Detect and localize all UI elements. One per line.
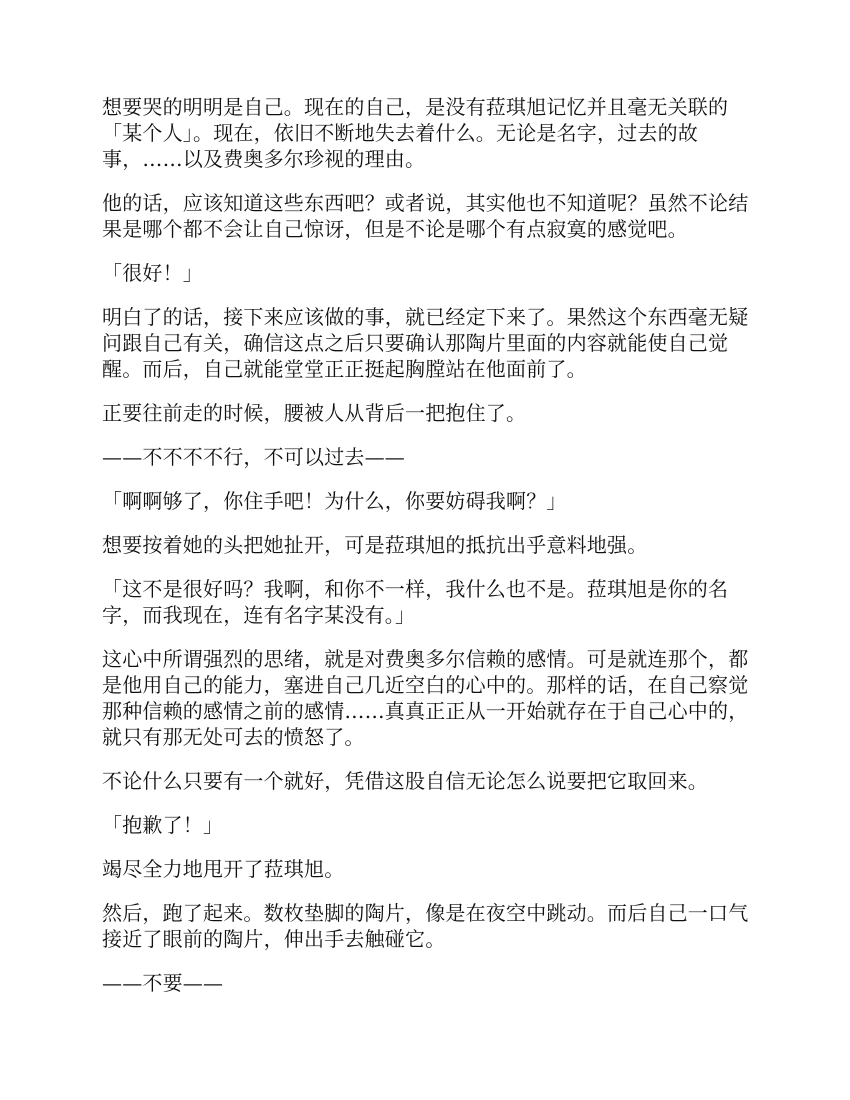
paragraph-14: 然后，跑了起来。数枚垫脚的陶片，像是在夜空中跳动。而后自己一口气接近了眼前的陶片，伸出手去触碰它。	[102, 901, 749, 951]
paragraph-7: 「啊啊够了，你住手吧！为什么，你要妨碍我啊？」	[102, 489, 567, 513]
paragraph-1: 想要哭的明明是自己。现在的自己，是没有菈琪旭记忆并且毫无关联的「某个人」。现在，依旧不断地失去着什么。无论是名字，过去的故事，……以及费奥多尔珍视的理由。	[102, 95, 729, 171]
document-page	[102, 94, 762, 1014]
paragraph-12: 「抱歉了！」	[102, 813, 224, 837]
paragraph-6: ——不不不不行，不可以过去——	[102, 445, 405, 469]
paragraph-4: 明白了的话，接下来应该做的事，就已经定下来了。果然这个东西毫无疑问跟自己有关，确信这点之后只要确认那陶片里面的内容就能使自己觉醒。而后，自己就能堂堂正正挺起胸膛站在他面前了。	[102, 305, 749, 381]
paragraph-11: 不论什么只要有一个就好，凭借这股自信无论怎么说要把它取回来。	[102, 769, 708, 793]
paragraph-10: 这心中所谓强烈的思绪，就是对费奥多尔信赖的感情。可是就连那个，都是他用自己的能力，塞进自己几近空白的心中的。那样的话，在自己察觉那种信赖的感情之前的感情……真真正正从一开始就存在于自己心中的，就只有那无处可去的愤怒了。	[102, 647, 749, 749]
paragraph-5: 正要往前走的时候，腰被人从背后一把抱住了。	[102, 401, 527, 425]
paragraph-9: 「这不是很好吗？我啊，和你不一样，我什么也不是。菈琪旭是你的名字，而我现在，连有名字某没有。」	[102, 577, 729, 627]
paragraph-13: 竭尽全力地甩开了菈琪旭。	[102, 857, 345, 881]
paragraph-3: 「很好！」	[102, 261, 203, 285]
paragraph-8: 想要按着她的头把她扯开，可是菈琪旭的抵抗出乎意料地强。	[102, 533, 648, 557]
paragraph-2: 他的话，应该知道这些东西吧？或者说，其实他也不知道呢？虽然不论结果是哪个都不会让自己惊讶，但是不论是哪个有点寂寞的感觉吧。	[102, 191, 749, 241]
paragraph-15: ——不要——	[102, 971, 224, 995]
